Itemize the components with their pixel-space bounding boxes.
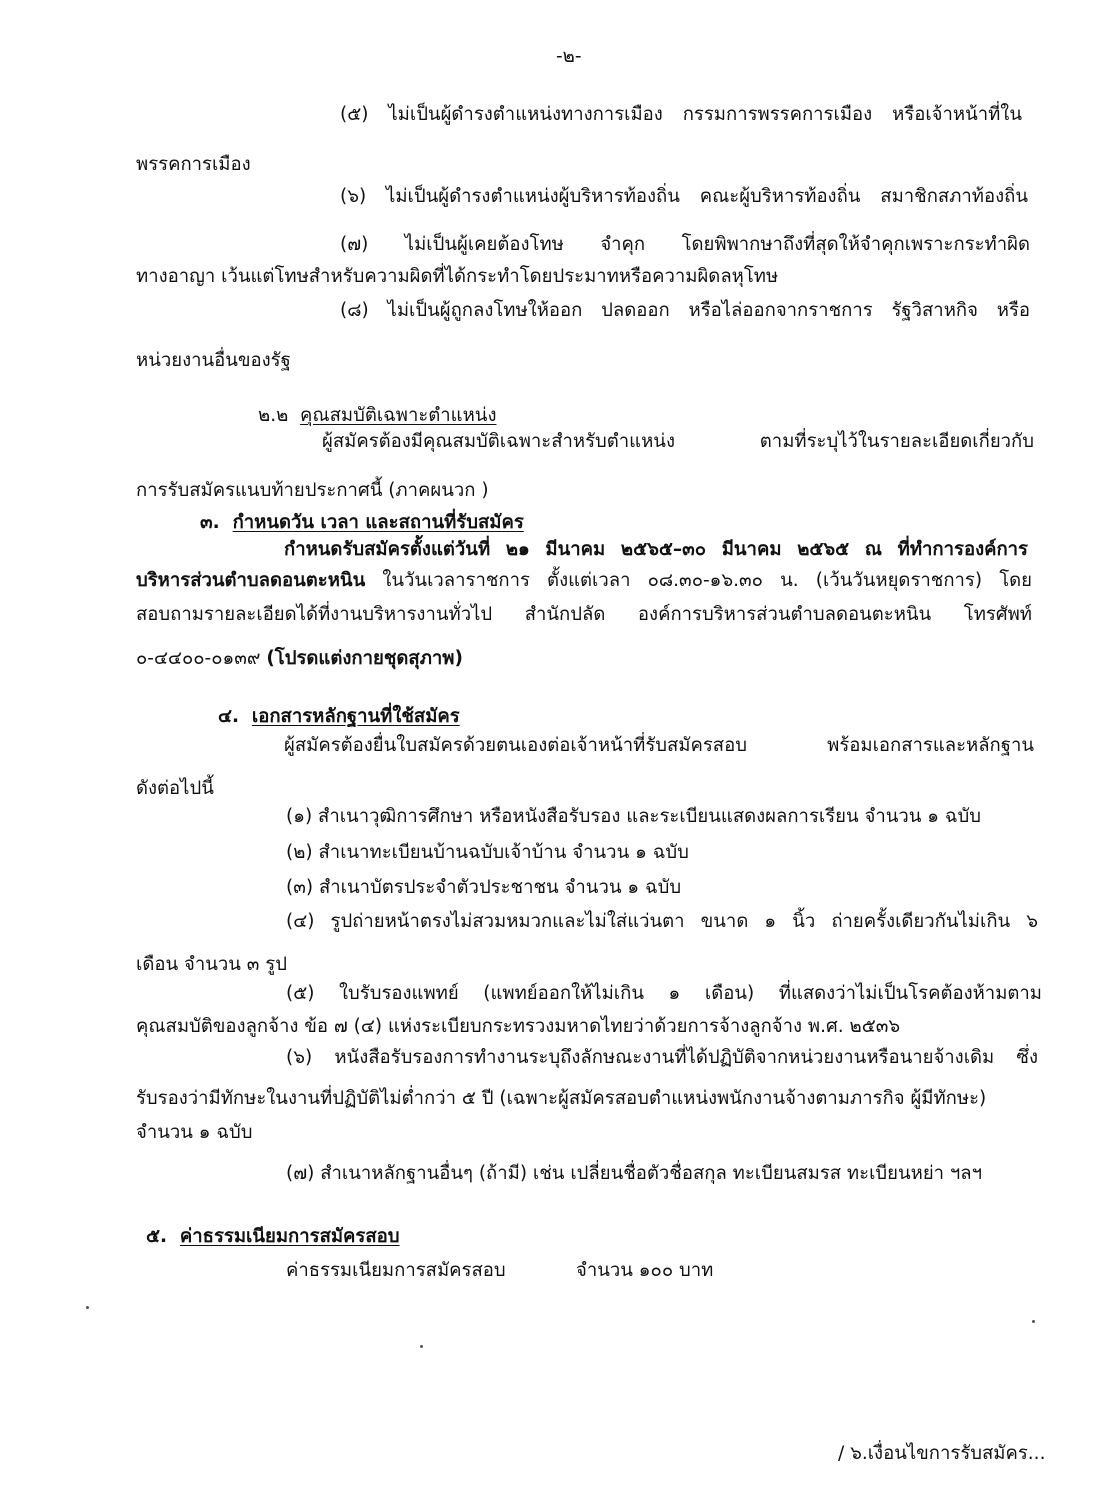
scan-speck [86,1306,89,1309]
section-3-title: กำหนดวัน เวลา และสถานที่รับสมัคร [232,512,524,533]
section-4-title: เอกสารหลักฐานที่ใช้สมัคร [251,706,460,727]
document-item-6-line-1: (๖) หนังสือรับรองการทำงานระบุถึงลักษณะงานที่ได้ปฏิบัติจากหน่วยงานหรือนายจ้างเดิม ซึ่ง [286,1047,1038,1068]
qualification-item-5-line-2: พรรคการเมือง [136,154,251,175]
fee-label: ค่าธรรมเนียมการสมัครสอบ [286,1260,506,1281]
document-item-4-line-2: เดือน จำนวน ๓ รูป [136,954,287,975]
section-4-intro-line-2: ดังต่อไปนี้ [136,778,214,799]
section-3-hours: ในวันเวลาราชการ ตั้งแต่เวลา ๐๘.๓๐-๑๖.๓๐ น. (เว้นวันหยุดราชการ) โดย [365,570,1032,591]
section-2-2-text-line-2: การรับสมัครแนบท้ายประกาศนี้ (ภาคผนวก ) [136,480,489,501]
section-3-line-1: กำหนดรับสมัครตั้งแต่วันที่ ๒๑ มีนาคม ๒๕๖๕–๓๐ มีนาคม ๒๕๖๕ ณ ที่ทำการองค์การ [284,539,1028,560]
document-item-2: (๒) สำเนาทะเบียนบ้านฉบับเจ้าบ้าน จำนวน ๑ ฉบับ [286,842,689,863]
qualification-item-8-line-1: (๘) ไม่เป็นผู้ถูกลงโทษให้ออก ปลดออก หรือไล่ออกจากราชการ รัฐวิสาหกิจ หรือ [340,300,1030,321]
document-item-3: (๓) สำเนาบัตรประจำตัวประชาชน จำนวน ๑ ฉบับ [286,877,682,898]
section-3-heading [200,510,524,536]
section-5-title: ค่าธรรมเนียมการสมัครสอบ [179,1226,400,1247]
document-item-6-line-2: รับรองว่ามีทักษะในงานที่ปฏิบัติไม่ต่ำกว่า ๕ ปี (เฉพาะผู้สมัครสอบตำแหน่งพนักงานจ้างตามภารกิจ ผู้มีทักษะ) [136,1088,987,1109]
section-5-number: ๕. [146,1226,168,1247]
section-2-2-text-line-1: ผู้สมัครต้องมีคุณสมบัติเฉพาะสำหรับตำแหน่ง ตามที่ระบุไว้ในรายละเอียดเกี่ยวกับ [322,431,1034,452]
document-item-1: (๑) สำเนาวุฒิการศึกษา หรือหนังสือรับรอง และระเบียนแสดงผลการเรียน จำนวน ๑ ฉบับ [286,806,982,827]
section-3-line-4 [136,646,463,672]
qualification-item-7-line-2: ทางอาญา เว้นแต่โทษสำหรับความผิดที่ได้กระทำโดยประมาทหรือความผิดลหุโทษ [136,266,779,287]
document-item-4-line-1: (๔) รูปถ่ายหน้าตรงไม่สวมหมวกและไม่ใส่แว่นตา ขนาด ๑ นิ้ว ถ่ายครั้งเดียวกันไม่เกิน ๖ [286,911,1038,932]
document-item-6-line-3: จำนวน ๑ ฉบับ [136,1122,253,1143]
section-4-heading [218,704,460,730]
qualification-item-7-line-1: (๗) ไม่เป็นผู้เคยต้องโทษ จำคุก โดยพิพากษาถึงที่สุดให้จำคุกเพราะกระทำผิด [340,234,1030,255]
section-3-dress-note: (โปรดแต่งกายชุดสุภาพ) [266,648,463,669]
section-2-2-heading [258,403,496,429]
page-number: -๒- [556,46,582,67]
section-2-2-number: ๒.๒ [258,405,289,426]
section-4-number: ๔. [218,706,240,727]
section-3-organization: บริหารส่วนตำบลดอนตะหนิน [136,570,366,591]
section-3-number: ๓. [200,512,220,533]
section-2-2-title: คุณสมบัติเฉพาะตำแหน่ง [300,405,497,426]
document-item-5-line-2: คุณสมบัติของลูกจ้าง ข้อ ๗ (๔) แห่งระเบียบกระทรวงมหาดไทยว่าด้วยการจ้างลูกจ้าง พ.ศ. ๒๕๓๖ [136,1016,901,1037]
qualification-item-8-line-2: หน่วยงานอื่นของรัฐ [136,350,291,371]
continuation-note: / ๖.เงื่อนไขการรับสมัคร... [838,1443,1046,1464]
document-item-7: (๗) สำเนาหลักฐานอื่นๆ (ถ้ามี) เช่น เปลี่ยนชื่อตัวชื่อสกุล ทะเบียนสมรส ทะเบียนหย่า ฯลฯ [286,1163,983,1184]
scan-speck [1032,1320,1035,1323]
section-5-heading [146,1224,400,1250]
document-item-5-line-1: (๕) ใบรับรองแพทย์ (แพทย์ออกให้ไม่เกิน ๑ เดือน) ที่แสดงว่าไม่เป็นโรคต้องห้ามตาม [286,983,1042,1004]
qualification-item-5-line-1: (๕) ไม่เป็นผู้ดำรงตำแหน่งทางการเมือง กรรมการพรรคการเมือง หรือเจ้าหน้าที่ใน [340,104,1022,125]
section-3-phone: ๐-๔๔๐๐-๐๑๓๙ [136,648,267,669]
scan-speck [420,1345,423,1348]
qualification-item-6: (๖) ไม่เป็นผู้ดำรงตำแหน่งผู้บริหารท้องถิ่น คณะผู้บริหารท้องถิ่น สมาชิกสภาท้องถิ่น [340,186,1028,207]
fee-value: จำนวน ๑๐๐ บาท [576,1260,714,1281]
section-3-line-2 [136,568,1032,594]
section-4-intro-line-1: ผู้สมัครต้องยื่นใบสมัครด้วยตนเองต่อเจ้าหน้าที่รับสมัครสอบ พร้อมเอกสารและหลักฐาน [284,735,1034,756]
section-3-line-3: สอบถามรายละเอียดได้ที่งานบริหารงานทั่วไป สำนักปลัด องค์การบริหารส่วนตำบลดอนตะหนิน โทรศัพท์ [136,604,1032,625]
